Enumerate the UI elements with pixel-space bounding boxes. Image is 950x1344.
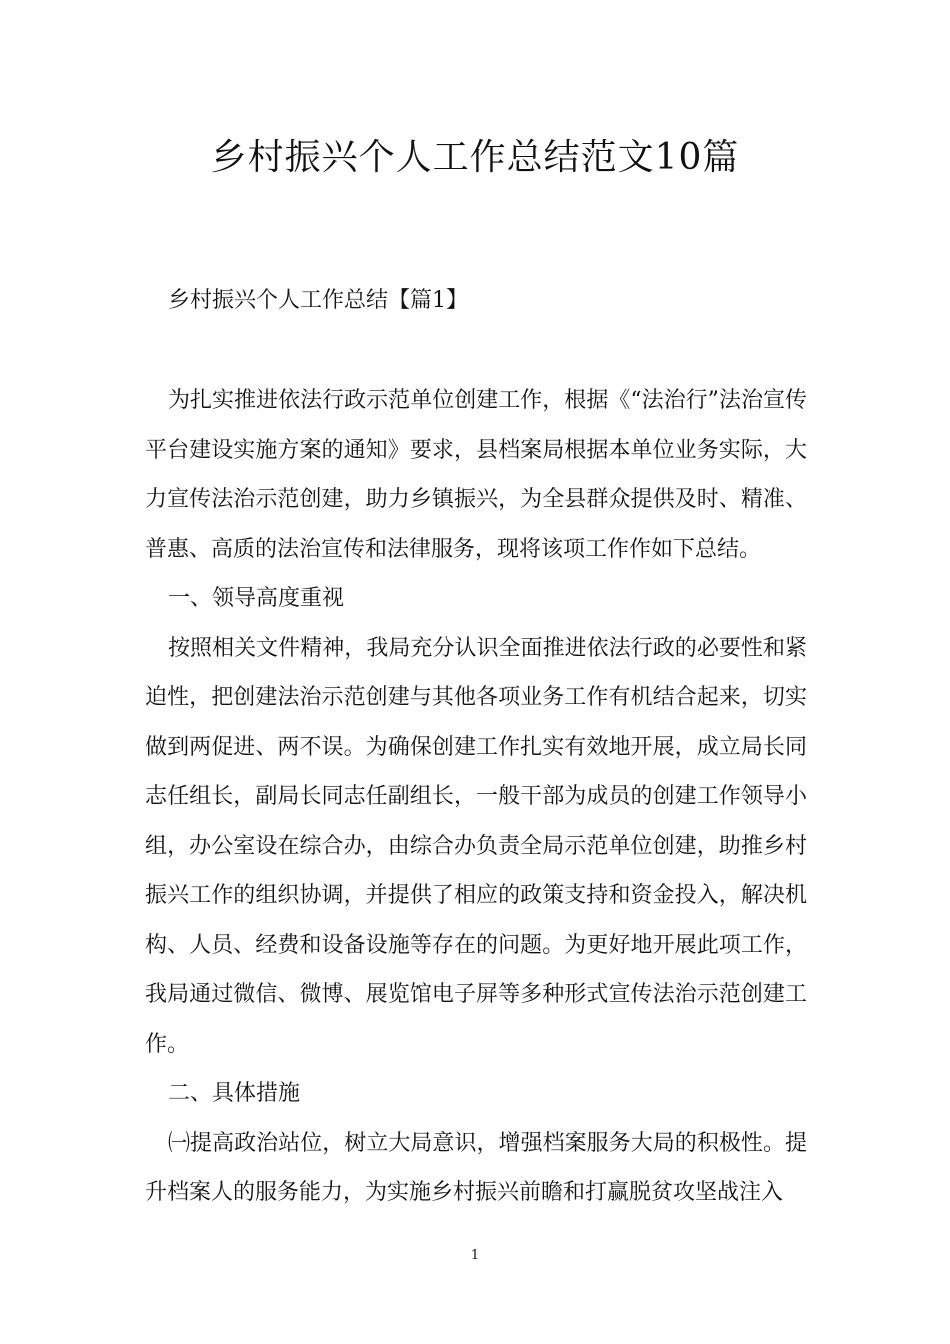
subheading-measures: 二、具体措施 — [168, 1081, 301, 1106]
paragraph-measures: ㈠提高政治站位，树立大局意识，增强档案服务大局的积极性。提升档案人的服务能力，为实施乡村振兴前瞻和打赢脱贫攻坚战注入 — [145, 1130, 807, 1205]
page-number: 1 — [470, 1248, 480, 1263]
paragraph-leadership: 按照相关文件精神，我局充分认识全面推进依法行政的必要性和紧迫性，把创建法治示范创建与其他各项业务工作有机结合起来，切实做到两促进、两不误。为确保创建工作扎实有效地开展，成立局长同志任组长，副局长同志任副组长，一般干部为成员的创建工作领导小组，办公室设在综合办，由综合办负责全局示范单位创建，助推乡村振兴工作的组织协调，并提供了相应的政策支持和资金投入，解决机构、人员、经费和设备设施等存在的问题。为更好地开展此项工作，我局通过微信、微博、展览馆电子屏等多种形式宣传法治示范创建工作。 — [145, 635, 807, 1057]
document-body — [145, 376, 807, 1218]
document-title: 乡村振兴个人工作总结范文10篇 — [210, 137, 740, 178]
paragraph-intro: 为扎实推进依法行政示范单位创建工作，根据《“法治行”法治宣传平台建设实施方案的通知》要求，县档案局根据本单位业务实际，大力宣传法治示范创建，助力乡镇振兴，为全县群众提供及时、精准、普惠、高质的法治宣传和法律服务，现将该项工作作如下总结。 — [145, 388, 807, 562]
subheading-leadership: 一、领导高度重视 — [168, 586, 345, 611]
section-heading: 乡村振兴个人工作总结【篇1】 — [168, 288, 468, 313]
